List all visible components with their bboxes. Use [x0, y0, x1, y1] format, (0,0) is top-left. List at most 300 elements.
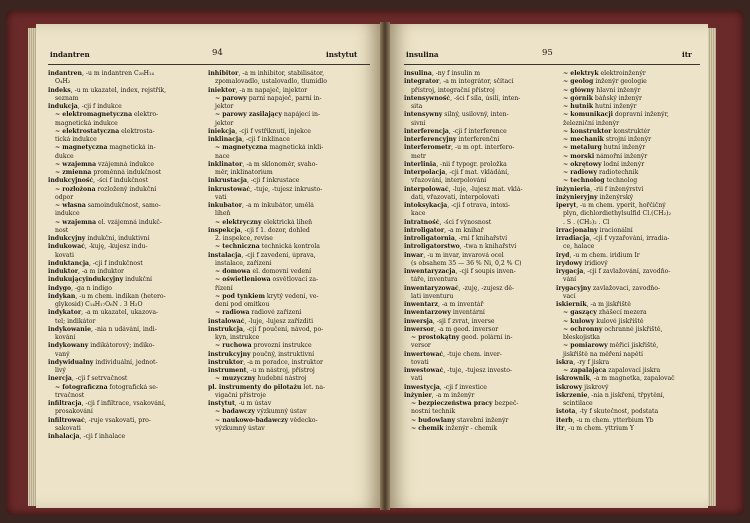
entry-definition: individuální, jednot- — [93, 358, 158, 366]
entry-definition: , -cji f vyzařování, irradia- — [589, 235, 670, 242]
dictionary-entry — [404, 301, 552, 309]
entry-definition: , -u m chem. ytterbium Yb — [572, 416, 654, 424]
dictionary-entry-continuation — [404, 103, 552, 111]
dictionary-entry — [556, 384, 706, 392]
entry-headword: ~ metalurg — [563, 144, 602, 152]
entry-headword: inklinator — [208, 160, 243, 168]
entry-definition: osvětlovací za- — [270, 276, 319, 284]
dictionary-entry — [48, 260, 200, 268]
entry-headword: instruktor — [208, 358, 244, 366]
dictionary-entry-continuation — [208, 210, 372, 218]
dictionary-entry — [404, 318, 552, 326]
left-header-rule — [48, 64, 370, 65]
entry-headword: iskrownik — [556, 375, 590, 383]
entry-definition: , -cji f zavedení, úprava, — [241, 251, 316, 259]
dictionary-entry — [208, 70, 372, 78]
dictionary-entry-continuation — [556, 120, 706, 128]
dictionary-entry — [556, 235, 706, 243]
entry-headword: interferencja — [404, 127, 449, 135]
dictionary-entry — [556, 392, 706, 400]
entry-definition: vati — [411, 375, 423, 383]
dictionary-entry — [48, 235, 200, 243]
left-page-column-1 — [48, 70, 200, 441]
dictionary-entry — [556, 268, 706, 276]
entry-definition: versor — [411, 342, 431, 350]
left-guide-word-first: indantren — [50, 50, 90, 59]
entry-definition: elektroinženýr — [598, 70, 646, 77]
entry-definition: iridiový — [582, 259, 608, 267]
entry-headword: iniekcja — [208, 127, 236, 135]
entry-headword: iskrowy — [556, 383, 583, 391]
entry-headword: inercja — [48, 375, 72, 383]
entry-headword: ~ prostokątny — [411, 334, 460, 341]
dictionary-entry — [556, 227, 706, 235]
entry-definition: . S . (CH₂)₂ . Cl — [563, 218, 610, 226]
dictionary-entry-continuation — [48, 95, 200, 103]
entry-definition: , -cji f soupis inven- — [455, 268, 516, 275]
entry-definition: , -sji f zvrat, inverse — [432, 317, 495, 325]
entry-headword: insulina — [404, 70, 432, 77]
dictionary-entry — [556, 111, 706, 119]
dictionary-entry-continuation — [208, 194, 372, 202]
entry-definition: , -cji f poučení, návod, po- — [243, 325, 324, 333]
entry-headword: ~ konstruktor — [563, 127, 612, 135]
entry-headword: ~ główny — [563, 86, 595, 94]
entry-headword: intratność — [404, 218, 440, 226]
entry-headword: pl. instrumenty do pilotażu — [208, 383, 302, 391]
entry-definition: , -ny f insulin m — [431, 70, 481, 77]
dictionary-entry-continuation — [404, 87, 552, 95]
entry-definition: , -u m opt. interfero- — [451, 144, 515, 152]
entry-headword: indygo — [48, 284, 72, 292]
entry-headword: infiltrować — [48, 416, 85, 424]
entry-headword: ~ ruchowa — [215, 342, 252, 350]
entry-definition: , -a m induktor — [77, 268, 124, 275]
dictionary-entry — [48, 128, 200, 136]
entry-headword: indukującyindukcyjny — [48, 276, 124, 284]
entry-headword: irygacja — [556, 268, 584, 275]
dictionary-entry-continuation — [48, 392, 200, 400]
dictionary-entry-continuation — [208, 78, 372, 86]
entry-definition: kulové jiskřiště — [594, 317, 644, 325]
dictionary-entry — [404, 95, 552, 103]
entry-headword: introligatorstwo — [404, 243, 460, 251]
entry-definition: vání — [563, 276, 577, 284]
dictionary-entry — [556, 309, 706, 317]
entry-definition: odpor — [55, 193, 74, 201]
right-page-column-2 — [556, 70, 706, 433]
entry-headword: inwersor — [404, 325, 435, 333]
entry-headword: ~ morski — [563, 152, 595, 160]
dictionary-entry — [404, 351, 552, 359]
entry-headword: ~ hutnik — [563, 103, 594, 110]
entry-headword: ~ elektryk — [563, 70, 599, 77]
dictionary-entry — [208, 351, 372, 359]
entry-headword: ~ magnetyczna — [215, 144, 268, 152]
dictionary-entry-continuation — [404, 260, 552, 268]
entry-definition: , -cji f indukce — [77, 103, 122, 110]
entry-definition: , -cji f interference — [448, 127, 507, 135]
entry-definition: zapalovací jiskra — [606, 367, 661, 374]
entry-headword: instrukcyjny — [208, 350, 251, 358]
left-page — [36, 24, 380, 508]
entry-headword: instalować — [208, 317, 245, 325]
entry-headword: inwar — [404, 251, 424, 259]
entry-definition: , -cji f infiltrace, vsakování, — [81, 400, 166, 407]
dictionary-entry — [556, 375, 706, 383]
entry-definition: elektrosta- — [119, 127, 155, 135]
entry-headword: ~ badawczy — [215, 408, 255, 416]
dictionary-entry — [556, 136, 706, 144]
dictionary-entry — [556, 301, 706, 309]
entry-definition: vzájemná indukce — [96, 160, 154, 168]
entry-definition: hutní inženýr — [593, 103, 637, 110]
entry-headword: interpolacja — [404, 169, 446, 176]
entry-definition: nace — [215, 152, 230, 160]
entry-definition: jektor — [215, 119, 234, 127]
entry-definition: indukční, induktivní — [85, 235, 150, 242]
dictionary-entry-continuation — [556, 276, 706, 284]
dictionary-entry — [556, 78, 706, 86]
entry-definition: , -u m chem. indikan (hetero- — [75, 292, 166, 300]
dictionary-entry — [208, 161, 372, 169]
entry-definition: , -a m inkubátor, umělá — [241, 202, 314, 209]
entry-definition: strojní inženýr — [603, 136, 652, 143]
dictionary-entry — [404, 334, 552, 342]
dictionary-entry — [208, 177, 372, 185]
entry-headword: ~ pomiarowy — [563, 342, 608, 350]
entry-definition: , -ty f skutečnost, podstata — [575, 408, 659, 416]
dictionary-entry-continuation — [556, 219, 706, 227]
entry-definition: rozložený indukční — [95, 185, 157, 193]
dictionary-entry — [404, 252, 552, 260]
entry-definition: dení pod omítkou — [215, 301, 270, 308]
entry-definition: iracionální — [597, 226, 633, 234]
entry-headword: irracjonalny — [556, 226, 598, 234]
entry-headword: inżynieria — [556, 185, 591, 193]
entry-headword: ~ naukowo-badawczy — [215, 416, 289, 424]
dictionary-entry-continuation — [404, 408, 552, 416]
dictionary-entry — [48, 417, 200, 425]
entry-definition: , -cji f indukčnost — [89, 259, 143, 267]
dictionary-entry-continuation — [556, 293, 706, 301]
entry-headword: ~ technolog — [563, 177, 605, 185]
dictionary-entry — [208, 227, 372, 235]
entry-definition: , -ruje vsakovati, pro- — [84, 416, 151, 424]
left-guide-word-last: instytut — [326, 50, 358, 59]
entry-definition: stavební inženýr — [455, 416, 509, 424]
left-page-column-2 — [208, 70, 372, 433]
entry-definition: , -u m chem. yttrium Y — [564, 424, 634, 432]
entry-definition: hutní inženýr — [601, 144, 646, 152]
entry-definition: interferenční — [456, 136, 500, 143]
dictionary-entry — [208, 359, 372, 367]
entry-headword: indykowany — [48, 342, 89, 350]
dictionary-entry-continuation — [48, 425, 200, 433]
dictionary-entry — [48, 375, 200, 383]
entry-headword: instrukcja — [208, 325, 243, 333]
dictionary-entry — [556, 367, 706, 375]
dictionary-entry — [556, 144, 706, 152]
entry-definition: vati — [215, 193, 227, 201]
entry-headword: induktor — [48, 268, 78, 275]
entry-headword: inwentarzowy — [404, 309, 451, 317]
entry-definition: , -a m integrátor, sčítací — [439, 78, 514, 86]
entry-definition: indukce — [55, 210, 80, 218]
entry-headword: indykowanie — [48, 325, 91, 333]
entry-definition: zpomalovadlo, ustalovadlo, tlumidlo — [215, 78, 327, 86]
entry-definition: železniční inženýr — [563, 119, 620, 127]
right-page-number: 95 — [542, 48, 553, 58]
dictionary-entry — [48, 268, 200, 276]
dictionary-entry — [404, 227, 552, 235]
dictionary-entry — [556, 169, 706, 177]
entry-definition: trvačnost — [55, 391, 85, 399]
entry-headword: inwertować — [404, 350, 444, 358]
dictionary-entry — [404, 111, 552, 119]
entry-definition: , -twa n knihařství — [459, 243, 517, 251]
entry-definition: O₄H₂ — [55, 78, 71, 86]
entry-definition: (s obsahem 35 — 36 % Ni, 0,2 % C) — [411, 259, 522, 267]
dictionary-entry-continuation — [404, 342, 552, 350]
dictionary-entry — [404, 136, 552, 144]
entry-headword: iperyt — [556, 202, 577, 209]
entry-headword: ~ radiowa — [215, 309, 250, 317]
entry-definition: inženýr geologie — [593, 78, 647, 86]
entry-definition: , -a m jiskřiště — [586, 301, 631, 308]
dictionary-entry — [208, 384, 372, 392]
entry-definition: provozní instrukce — [251, 342, 312, 350]
entry-headword: ~ magnetyczna — [55, 144, 108, 152]
entry-definition: kovati — [55, 251, 74, 259]
entry-headword: inspekcja — [208, 226, 241, 234]
entry-definition: napájecí in- — [281, 111, 321, 119]
entry-definition: sakovati — [55, 424, 81, 432]
entry-headword: interlinia — [404, 160, 437, 168]
dictionary-entry — [208, 202, 372, 210]
dictionary-entry — [208, 417, 372, 425]
entry-headword: inkrustacja — [208, 177, 247, 185]
dictionary-entry — [48, 219, 200, 227]
dictionary-entry — [556, 161, 706, 169]
entry-headword: indykator — [48, 309, 82, 317]
dictionary-entry — [48, 103, 200, 111]
dictionary-entry — [48, 243, 200, 251]
dictionary-entry — [404, 400, 552, 408]
entry-definition: sivní — [411, 119, 426, 127]
entry-definition: , -u m ukazatel, index, rejstřík, — [70, 86, 167, 94]
dictionary-entry — [48, 70, 200, 78]
dictionary-entry — [404, 367, 552, 375]
entry-headword: ~ zmienna — [55, 169, 92, 176]
dictionary-entry — [48, 433, 200, 441]
entry-definition: , -cji f otrava, intoxi- — [447, 202, 511, 209]
dictionary-entry — [404, 268, 552, 276]
entry-definition: radiotechnik — [597, 169, 639, 176]
dictionary-entry — [556, 87, 706, 95]
dictionary-entry — [48, 161, 200, 169]
dictionary-entry — [404, 169, 552, 177]
dictionary-entry — [404, 128, 552, 136]
entry-definition: magnetická indukce — [55, 119, 118, 127]
entry-definition: scintilace — [563, 400, 593, 407]
dictionary-entry-continuation — [404, 120, 552, 128]
dictionary-entry — [556, 318, 706, 326]
entry-definition: silný, usilovný, inten- — [442, 111, 509, 119]
entry-definition: měřicí jiskřiště, — [607, 342, 659, 350]
entry-headword: iskra — [556, 358, 574, 366]
entry-headword: indukcyjność — [48, 177, 94, 185]
entry-definition: poučný, instruktivní — [250, 350, 315, 358]
entry-headword: irydowy — [556, 259, 583, 267]
entry-headword: instalacja — [208, 251, 242, 259]
entry-headword: ~ ochronny — [563, 325, 603, 333]
dictionary-entry-continuation — [208, 260, 372, 268]
entry-definition: , -cji f inkrustace — [246, 177, 300, 185]
entry-headword: ~ wzajemna — [55, 160, 97, 168]
entry-definition: , -rni f knihařství — [454, 235, 508, 242]
entry-headword: inżynieryjny — [556, 193, 598, 201]
dictionary-entry — [556, 408, 706, 416]
dictionary-entry — [48, 359, 200, 367]
entry-definition: jiskřiště na měření napětí — [563, 350, 643, 358]
entry-definition: prosakování — [55, 408, 93, 416]
entry-definition: kyn, instrukce — [215, 334, 260, 341]
entry-definition: , -ści f výnosnost — [439, 218, 492, 226]
dictionary-entry — [48, 177, 200, 185]
entry-definition: inventární — [450, 309, 485, 317]
dictionary-entry — [208, 144, 372, 152]
dictionary-entry — [556, 252, 706, 260]
entry-definition: nostní technik — [411, 408, 456, 416]
dictionary-entry — [404, 392, 552, 400]
entry-headword: ~ mechanik — [563, 136, 604, 143]
dictionary-entry-continuation — [404, 177, 552, 185]
dictionary-entry — [48, 144, 200, 152]
entry-definition: glykosid) C₁₄H₁₇O₆N . 3 H₂O — [55, 301, 143, 308]
entry-definition: inženýrský — [597, 193, 634, 201]
entry-headword: ~ zapalająca — [563, 367, 607, 374]
dictionary-entry — [556, 326, 706, 334]
dictionary-entry — [208, 367, 372, 375]
entry-headword: inklinacja — [208, 136, 243, 143]
entry-definition: vaný — [55, 350, 70, 358]
entry-definition: seznam — [55, 94, 79, 102]
dictionary-entry — [48, 276, 200, 284]
dictionary-entry — [404, 309, 552, 317]
entry-headword: ~ rozłożona — [55, 185, 96, 193]
dictionary-entry-continuation — [48, 78, 200, 86]
dictionary-entry — [48, 285, 200, 293]
dictionary-entry-continuation — [208, 425, 372, 433]
entry-headword: iskiernik — [556, 301, 587, 308]
entry-definition: , -a m geod. inversor — [434, 325, 499, 333]
entry-headword: irradiacja — [556, 235, 590, 242]
entry-headword: inwentaryzacja — [404, 268, 456, 275]
dictionary-entry-continuation — [208, 301, 372, 309]
entry-definition: bezpeč- — [492, 400, 519, 407]
entry-definition: jiskrový — [582, 383, 609, 391]
entry-headword: ~ elektrostatyczna — [55, 127, 120, 135]
dictionary-entry — [48, 293, 200, 301]
dictionary-entry-continuation — [208, 235, 372, 243]
dictionary-entry — [404, 285, 552, 293]
dictionary-entry — [208, 136, 372, 144]
entry-definition: , -a m inventář — [438, 301, 484, 308]
entry-headword: ~ pod tynkiem — [215, 292, 265, 300]
entry-definition: , -u m chem. iridium Ir — [569, 251, 640, 259]
entry-headword: indantren — [48, 70, 82, 77]
book-gutter — [380, 22, 390, 510]
entry-definition: , -cji f mat. vkládání, — [445, 169, 510, 176]
dictionary-entry-continuation — [556, 351, 706, 359]
dictionary-entry — [404, 417, 552, 425]
entry-headword: ~ techniczna — [215, 243, 260, 251]
left-page-number: 94 — [212, 48, 223, 58]
entry-headword: ~ chemik — [411, 424, 444, 432]
dictionary-entry-continuation — [556, 243, 706, 251]
entry-headword: ~ geolog — [563, 78, 594, 86]
dictionary-entry — [48, 326, 200, 334]
entry-headword: induktancja — [48, 259, 90, 267]
entry-headword: iryd — [556, 251, 570, 259]
dictionary-entry — [208, 186, 372, 194]
dictionary-entry — [556, 359, 706, 367]
entry-headword: interferencyjny — [404, 136, 457, 143]
entry-definition: dopravní inženýr, — [612, 111, 669, 119]
dictionary-entry — [556, 260, 706, 268]
dictionary-entry — [48, 400, 200, 408]
dictionary-entry — [208, 111, 372, 119]
entry-definition: , -u m indantren C₂₈H₁₄ — [81, 70, 154, 77]
dictionary-entry-continuation — [48, 210, 200, 218]
entry-definition: instalace, zařízení — [215, 259, 272, 267]
entry-headword: inwersja — [404, 317, 433, 325]
entry-headword: inwentarz — [404, 301, 438, 308]
entry-headword: inżynier — [404, 391, 432, 399]
entry-definition: indukční — [123, 276, 152, 284]
dictionary-entry — [404, 425, 552, 433]
entry-headword: ~ radiowy — [563, 169, 598, 176]
dictionary-entry — [404, 235, 552, 243]
dictionary-entry-continuation — [48, 136, 200, 144]
entry-definition: geod. polární in- — [459, 334, 513, 341]
entry-definition: , -a m poradce, instruktor — [243, 358, 323, 366]
dictionary-entry — [404, 78, 552, 86]
entry-definition: magnetická inkli- — [267, 144, 324, 152]
entry-definition: proměnná indukčnost — [91, 169, 162, 176]
dictionary-entry — [208, 326, 372, 334]
entry-definition: řízení — [215, 284, 233, 292]
dictionary-entry — [556, 194, 706, 202]
dictionary-entry — [208, 309, 372, 317]
entry-headword: indukcyjny — [48, 235, 86, 242]
entry-definition: tická indukce — [55, 136, 97, 143]
entry-definition: , -a m inženýr — [431, 391, 475, 399]
dictionary-entry — [208, 95, 372, 103]
dictionary-entry — [48, 169, 200, 177]
dictionary-entry — [48, 342, 200, 350]
dictionary-entry-continuation — [48, 227, 200, 235]
dictionary-entry — [208, 318, 372, 326]
dictionary-entry — [556, 202, 706, 210]
dictionary-entry-continuation — [208, 334, 372, 342]
entry-definition: , -cji f investice — [439, 383, 487, 391]
entry-headword: intensywność — [404, 94, 451, 102]
entry-definition: konstruktér — [611, 127, 651, 135]
entry-definition: , -zuję, -zujesz dě- — [458, 284, 515, 292]
entry-definition: zavlažovací, zavodňo- — [590, 284, 661, 292]
